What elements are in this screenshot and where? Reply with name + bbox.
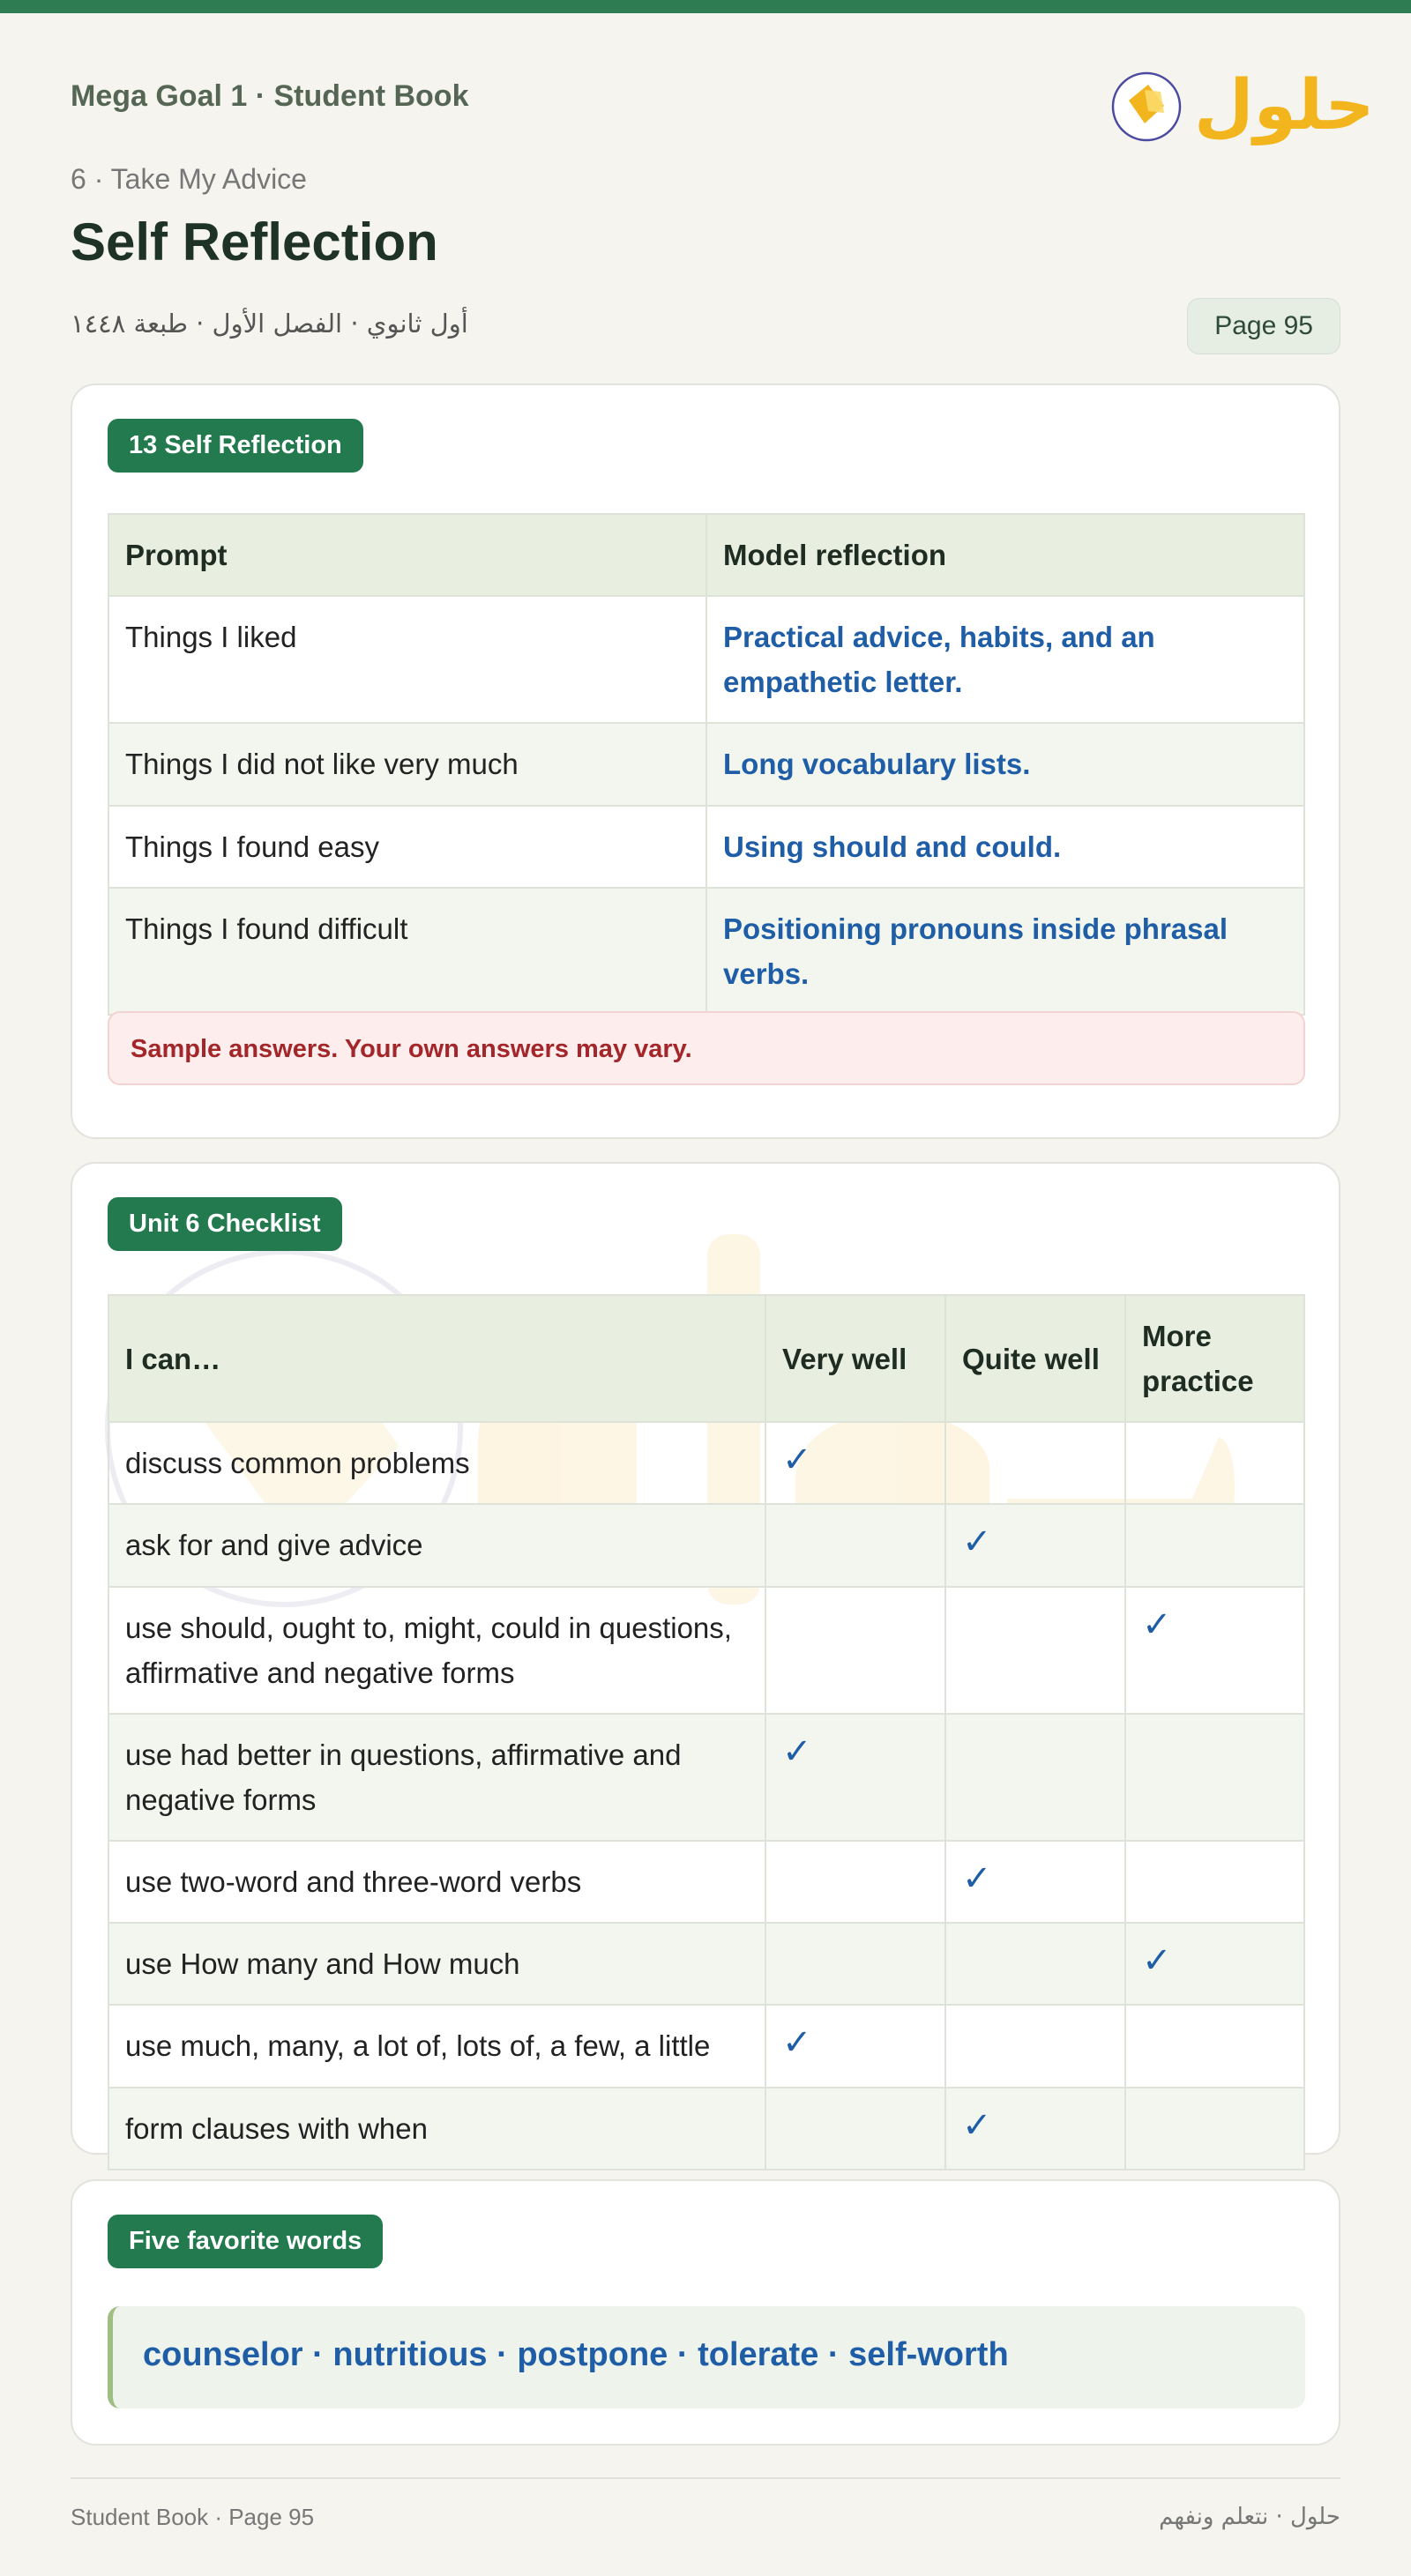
answer-cell: Practical advice, habits, and an empathetic letter. xyxy=(706,596,1304,723)
self-reflection-pill: 13 Self Reflection xyxy=(108,419,363,473)
check-cell xyxy=(1125,1422,1304,1504)
favorite-words-card xyxy=(71,2179,1340,2446)
check-icon: ✓ xyxy=(945,1504,1125,1586)
table-row xyxy=(108,1923,1304,2005)
table-row xyxy=(108,1504,1304,1586)
table-row xyxy=(108,888,1304,1015)
check-cell xyxy=(945,1422,1125,1504)
column-header-model: Model reflection xyxy=(706,514,1304,596)
favorite-words-list: counselor · nutritious · postpone · tolerate · self-worth xyxy=(108,2306,1305,2408)
table-row xyxy=(108,723,1304,805)
check-cell xyxy=(765,2088,945,2170)
answer-cell: Positioning pronouns inside phrasal verbs. xyxy=(706,888,1304,1015)
table-row xyxy=(108,806,1304,888)
check-icon: ✓ xyxy=(945,2088,1125,2170)
footer-left: Student Book · Page 95 xyxy=(71,2504,315,2530)
column-header-more-practice: More practice xyxy=(1125,1295,1304,1422)
skill-cell: use should, ought to, might, could in questions, affirmative and negative forms xyxy=(108,1587,765,1714)
check-icon: ✓ xyxy=(1125,1587,1304,1714)
footer-right: حلول · نتعلم ونفهم xyxy=(1159,2504,1340,2530)
column-header-i-can: I can… xyxy=(108,1295,765,1422)
check-cell xyxy=(945,2005,1125,2087)
footer-divider xyxy=(71,2477,1340,2479)
column-header-prompt: Prompt xyxy=(108,514,706,596)
skill-cell: use How many and How much xyxy=(108,1923,765,2005)
table-row xyxy=(108,596,1304,723)
favorite-words-pill: Five favorite words xyxy=(108,2215,383,2268)
skill-cell: use two-word and three-word verbs xyxy=(108,1841,765,1923)
column-header-quite-well: Quite well xyxy=(945,1295,1125,1422)
check-icon: ✓ xyxy=(1125,1923,1304,2005)
check-cell xyxy=(1125,1841,1304,1923)
arabic-subtitle: أول ثانوي · الفصل الأول · طبعة ١٤٤٨ xyxy=(71,309,468,339)
skill-cell: discuss common problems xyxy=(108,1422,765,1504)
prompt-cell: Things I found difficult xyxy=(108,888,706,1015)
table-row xyxy=(108,1587,1304,1714)
page-title: Self Reflection xyxy=(71,212,438,272)
check-icon: ✓ xyxy=(765,1422,945,1504)
column-header-very-well: Very well xyxy=(765,1295,945,1422)
check-cell xyxy=(945,1587,1125,1714)
hulul-logo xyxy=(1109,58,1375,146)
top-accent-bar xyxy=(0,0,1411,13)
page-badge: Page 95 xyxy=(1187,298,1340,354)
answer-cell: Long vocabulary lists. xyxy=(706,723,1304,805)
prompt-cell: Things I found easy xyxy=(108,806,706,888)
check-cell xyxy=(765,1504,945,1586)
self-reflection-card xyxy=(71,383,1340,1139)
check-cell xyxy=(1125,2005,1304,2087)
table-row xyxy=(108,2088,1304,2170)
check-cell xyxy=(945,1923,1125,2005)
self-reflection-table xyxy=(108,513,1305,1016)
table-header-row xyxy=(108,514,1304,596)
check-cell xyxy=(765,1923,945,2005)
checklist-card xyxy=(71,1162,1340,2155)
unit-line: 6 · Take My Advice xyxy=(71,163,307,195)
checklist-table xyxy=(108,1294,1305,2170)
check-cell xyxy=(1125,1504,1304,1586)
check-icon: ✓ xyxy=(765,1714,945,1841)
check-cell xyxy=(765,1587,945,1714)
check-cell xyxy=(1125,2088,1304,2170)
check-icon: ✓ xyxy=(765,2005,945,2087)
skill-cell: use had better in questions, affirmative and negative forms xyxy=(108,1714,765,1841)
prompt-cell: Things I liked xyxy=(108,596,706,723)
table-row xyxy=(108,1714,1304,1841)
prompt-cell: Things I did not like very much xyxy=(108,723,706,805)
skill-cell: ask for and give advice xyxy=(108,1504,765,1586)
table-row xyxy=(108,2005,1304,2087)
table-row xyxy=(108,1841,1304,1923)
sample-answers-note: Sample answers. Your own answers may vary. xyxy=(108,1011,1305,1085)
logo-lettering: حلول xyxy=(1194,66,1375,145)
check-cell xyxy=(945,1714,1125,1841)
check-cell xyxy=(1125,1714,1304,1841)
table-header-row xyxy=(108,1295,1304,1422)
book-title: Mega Goal 1 · Student Book xyxy=(71,79,469,113)
check-icon: ✓ xyxy=(945,1841,1125,1923)
checklist-pill: Unit 6 Checklist xyxy=(108,1197,342,1251)
table-row xyxy=(108,1422,1304,1504)
skill-cell: form clauses with when xyxy=(108,2088,765,2170)
skill-cell: use much, many, a lot of, lots of, a few, a little xyxy=(108,2005,765,2087)
answer-cell: Using should and could. xyxy=(706,806,1304,888)
check-cell xyxy=(765,1841,945,1923)
